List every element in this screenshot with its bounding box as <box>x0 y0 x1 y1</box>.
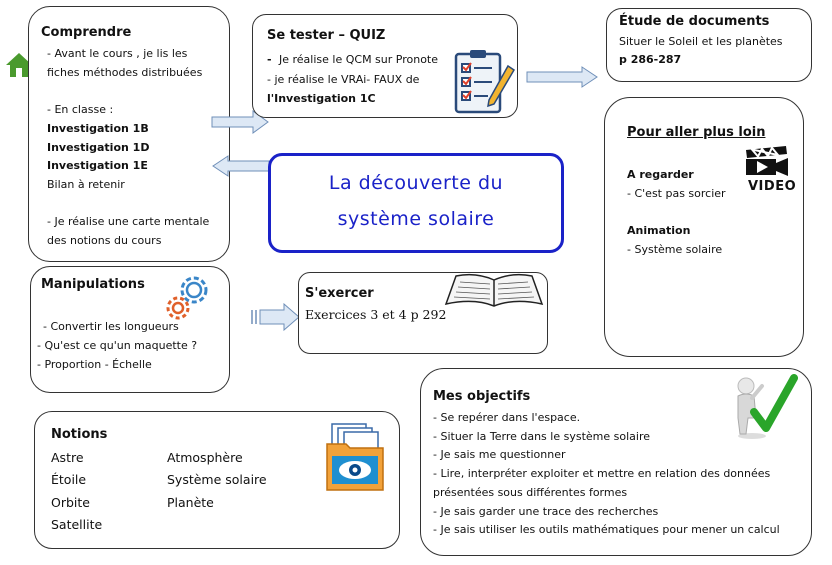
comprendre-title: Comprendre <box>41 25 132 40</box>
comprendre-line: - En classe : <box>47 103 114 116</box>
video-label: VIDEO <box>748 179 797 194</box>
objectif-item: - Lire, interpréter exploiter et mettre en relation des données <box>433 467 771 480</box>
comprendre-panel <box>28 6 230 262</box>
notion-item: Planète <box>167 495 214 510</box>
plus-loin-panel <box>604 97 804 357</box>
arrow-left-icon <box>212 155 270 177</box>
documents-line: Situer le Soleil et les planètes <box>619 35 783 48</box>
manipulation-item: - Convertir les longueurs <box>43 320 179 333</box>
comprendre-line: Bilan à retenir <box>47 178 125 191</box>
video-link[interactable]: - C'est pas sorcier <box>627 187 726 200</box>
quiz-line: - je réalise le VRAi- FAUX de <box>267 73 420 86</box>
notion-item: Satellite <box>51 517 103 532</box>
exercer-line: Exercices 3 et 4 p 292 <box>305 307 447 322</box>
objectif-item: présentées sous différentes formes <box>433 486 628 499</box>
book-icon <box>442 270 546 312</box>
quiz-line: Je réalise le QCM sur Pronote <box>279 53 439 66</box>
manipulation-item: - Qu'est ce qu'un maquette ? <box>37 339 198 352</box>
investigation-item: Investigation 1D <box>47 141 150 154</box>
notion-item: Astre <box>51 450 84 465</box>
exercer-title: S'exercer <box>305 286 374 301</box>
documents-panel <box>606 8 812 82</box>
objectifs-title: Mes objectifs <box>433 389 531 404</box>
arrow-right-icon <box>526 66 598 88</box>
objectif-item: - Situer la Terre dans le système solaire <box>433 430 650 443</box>
investigation-item: Investigation 1B <box>47 122 149 135</box>
notions-title: Notions <box>51 427 108 442</box>
objectif-item: - Je sais garder une trace des recherches <box>433 505 659 518</box>
comprendre-line: des notions du cours <box>47 234 162 247</box>
documents-pages: p 286-287 <box>619 53 682 66</box>
checklist-icon <box>452 48 518 118</box>
quiz-bullet: - <box>267 53 272 66</box>
animation-label: Animation <box>627 224 691 237</box>
manipulations-title: Manipulations <box>41 277 145 292</box>
objectif-item: - Se repérer dans l'espace. <box>433 411 581 424</box>
folder-view-icon <box>324 422 386 492</box>
person-check-icon <box>728 372 798 440</box>
notion-item: Étoile <box>51 472 87 487</box>
page-title: système solaire <box>337 208 495 230</box>
notion-item: Orbite <box>51 495 90 510</box>
notion-item: Système solaire <box>167 472 267 487</box>
animation-link[interactable]: - Système solaire <box>627 243 723 256</box>
page-title: La découverte du <box>328 172 504 194</box>
comprendre-line: - Je réalise une carte mentale <box>47 215 210 228</box>
arrow-right-icon <box>250 303 300 331</box>
comprendre-line: fiches méthodes distribuées <box>47 66 203 79</box>
gears-icon <box>162 272 218 324</box>
manipulation-item: - Proportion - Échelle <box>37 358 152 371</box>
documents-title: Étude de documents <box>619 14 770 29</box>
central-title-box <box>268 153 564 253</box>
quiz-title: Se tester – QUIZ <box>267 28 386 43</box>
regarder-label: A regarder <box>627 168 694 181</box>
investigation-item: Investigation 1E <box>47 159 148 172</box>
quiz-line: l'Investigation 1C <box>267 92 376 105</box>
notion-item: Atmosphère <box>167 450 243 465</box>
objectif-item: - Je sais utiliser les outils mathématiques pour mener un calcul <box>433 523 780 536</box>
plus-loin-title: Pour aller plus loin <box>627 125 766 140</box>
comprendre-line: - Avant le cours , je lis les <box>47 47 188 60</box>
objectif-item: - Je sais me questionner <box>433 448 566 461</box>
